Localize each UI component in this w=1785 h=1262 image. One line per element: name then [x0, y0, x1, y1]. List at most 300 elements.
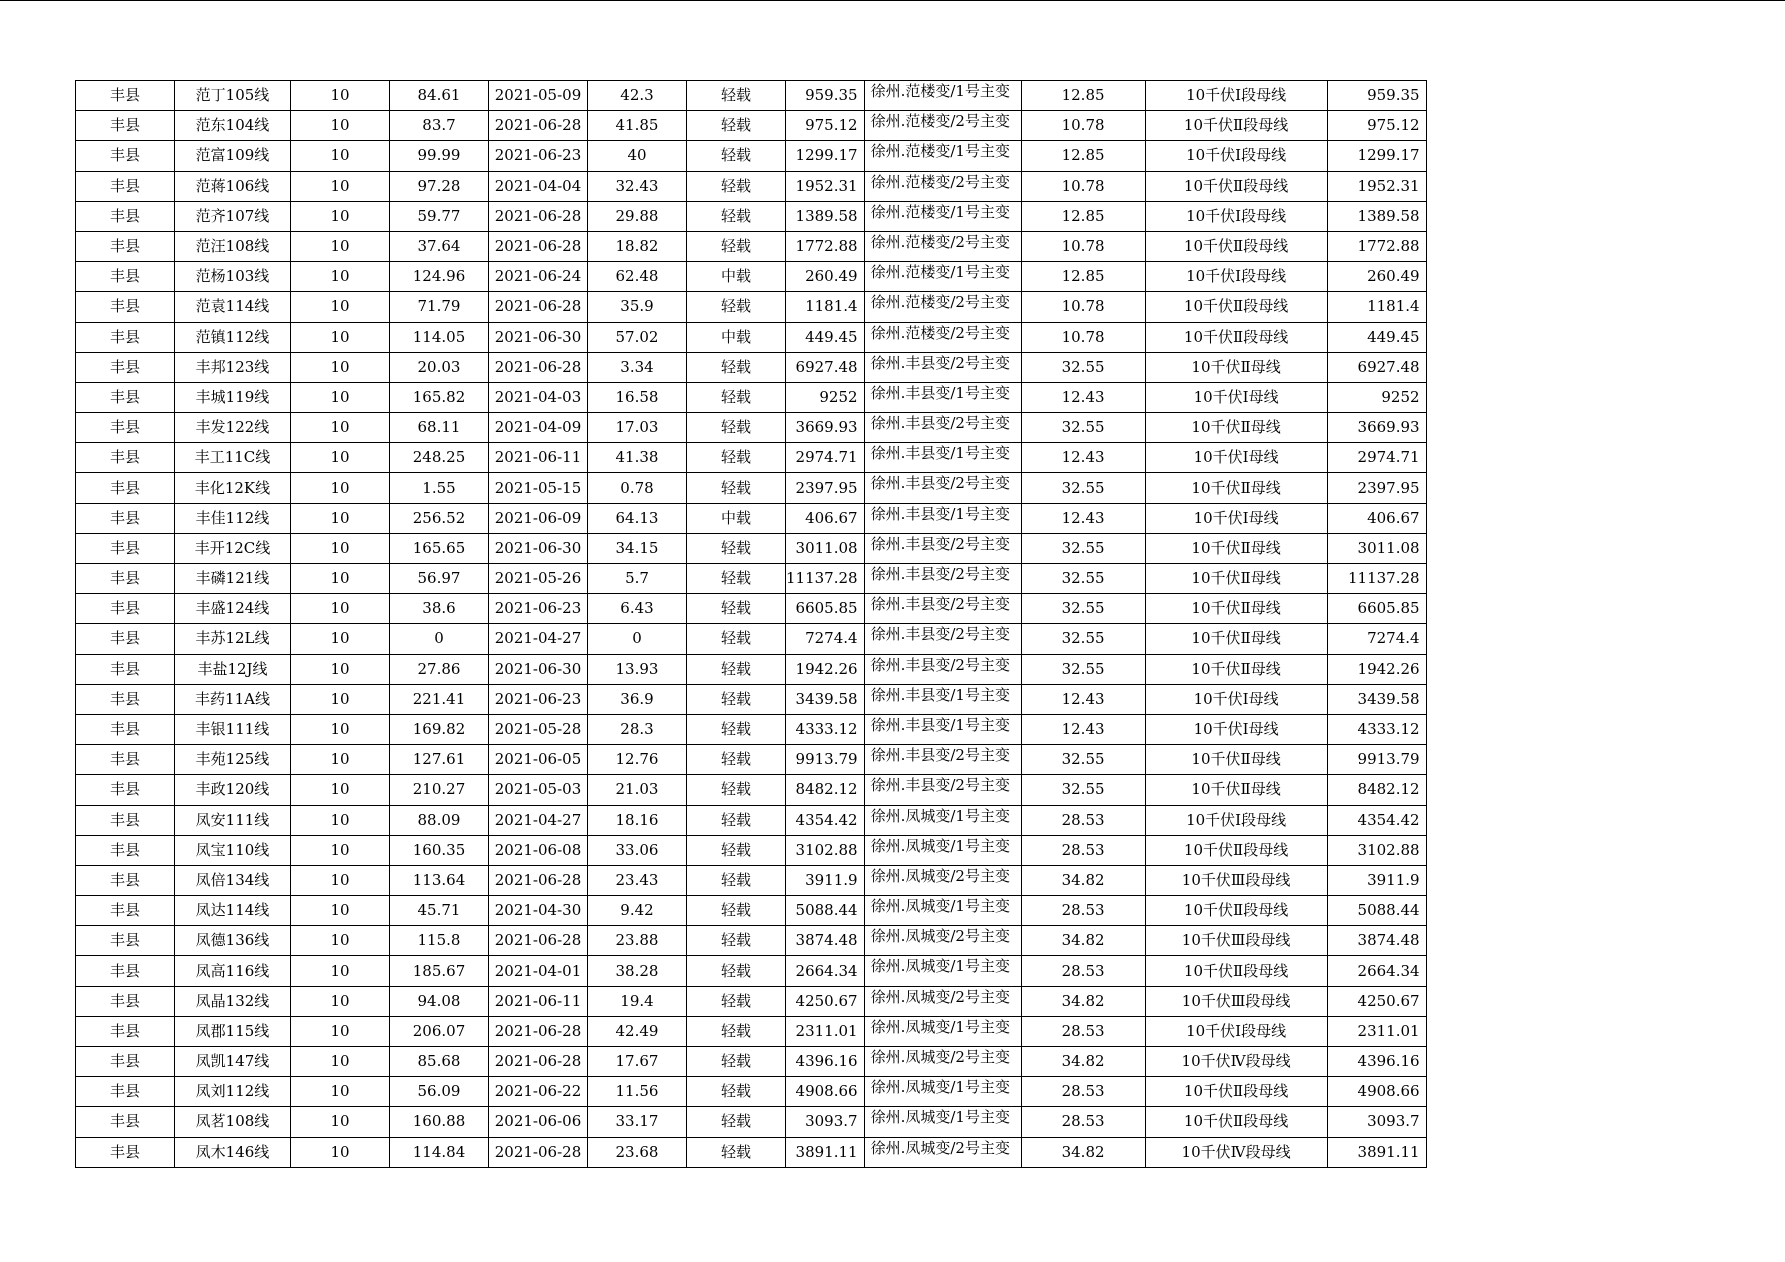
cell-bus: 10千伏Ⅰ母线	[1145, 443, 1327, 473]
cell-transformer-load: 32.55	[1021, 564, 1145, 594]
cell-load-rate: 17.67	[588, 1047, 687, 1077]
cell-county: 丰县	[76, 865, 175, 895]
cell-load-status: 轻载	[687, 111, 786, 141]
cell-load-rate: 13.93	[588, 654, 687, 684]
cell-line-name: 丰盛124线	[175, 594, 291, 624]
table-row	[76, 775, 1427, 805]
cell-transformer-load: 32.55	[1021, 594, 1145, 624]
cell-load-status: 轻载	[687, 714, 786, 744]
cell-load-rate: 9.42	[588, 896, 687, 926]
cell-current: 160.35	[390, 835, 489, 865]
cell-substation-text: 徐州.丰县变/2号主变	[870, 746, 1010, 765]
cell-date: 2021-06-28	[489, 352, 588, 382]
cell-bus: 10千伏Ⅰ母线	[1145, 503, 1327, 533]
cell-date: 2021-06-28	[489, 865, 588, 895]
cell-current: 115.8	[390, 926, 489, 956]
cell-remaining-capacity: 975.12	[1327, 111, 1426, 141]
cell-bus: 10千伏Ⅱ母线	[1145, 654, 1327, 684]
cell-transformer-load: 28.53	[1021, 1077, 1145, 1107]
cell-date: 2021-06-23	[489, 594, 588, 624]
cell-load-status: 轻载	[687, 594, 786, 624]
cell-bus: 10千伏Ⅱ母线	[1145, 624, 1327, 654]
cell-date: 2021-05-03	[489, 775, 588, 805]
cell-substation	[864, 322, 1021, 352]
cell-substation-text: 徐州.凤城变/2号主变	[870, 1138, 1010, 1157]
cell-load-status: 轻载	[687, 564, 786, 594]
table-row	[76, 201, 1427, 231]
cell-substation	[864, 1107, 1021, 1137]
cell-capacity: 2974.71	[786, 443, 865, 473]
cell-substation	[864, 896, 1021, 926]
cell-line-name: 丰开12C线	[175, 533, 291, 563]
cell-remaining-capacity: 3911.9	[1327, 865, 1426, 895]
cell-county: 丰县	[76, 564, 175, 594]
cell-transformer-load: 10.78	[1021, 111, 1145, 141]
cell-load-status: 轻载	[687, 745, 786, 775]
cell-remaining-capacity: 9252	[1327, 382, 1426, 412]
cell-substation	[864, 292, 1021, 322]
cell-voltage: 10	[291, 1137, 390, 1167]
cell-county: 丰县	[76, 171, 175, 201]
cell-substation	[864, 775, 1021, 805]
cell-current: 169.82	[390, 714, 489, 744]
cell-county: 丰县	[76, 322, 175, 352]
cell-load-status: 中载	[687, 322, 786, 352]
cell-voltage: 10	[291, 322, 390, 352]
cell-substation-text: 徐州.凤城变/1号主变	[870, 836, 1010, 855]
table-row	[76, 684, 1427, 714]
cell-county: 丰县	[76, 533, 175, 563]
cell-substation-text: 徐州.丰县变/2号主变	[870, 534, 1010, 553]
cell-current: 256.52	[390, 503, 489, 533]
table-row	[76, 835, 1427, 865]
cell-date: 2021-04-27	[489, 805, 588, 835]
cell-substation	[864, 564, 1021, 594]
cell-remaining-capacity: 3439.58	[1327, 684, 1426, 714]
cell-substation	[864, 201, 1021, 231]
cell-substation	[864, 81, 1021, 111]
cell-date: 2021-06-06	[489, 1107, 588, 1137]
cell-current: 94.08	[390, 986, 489, 1016]
cell-load-rate: 42.3	[588, 81, 687, 111]
cell-substation	[864, 413, 1021, 443]
cell-substation	[864, 111, 1021, 141]
cell-capacity: 3669.93	[786, 413, 865, 443]
cell-date: 2021-06-24	[489, 262, 588, 292]
cell-remaining-capacity: 4250.67	[1327, 986, 1426, 1016]
cell-load-status: 轻载	[687, 624, 786, 654]
cell-line-name: 凤安111线	[175, 805, 291, 835]
cell-current: 45.71	[390, 896, 489, 926]
cell-date: 2021-06-28	[489, 111, 588, 141]
cell-substation-text: 徐州.范楼变/2号主变	[870, 323, 1010, 342]
cell-load-status: 轻载	[687, 1107, 786, 1137]
cell-voltage: 10	[291, 745, 390, 775]
cell-date: 2021-06-11	[489, 443, 588, 473]
cell-line-name: 凤宝110线	[175, 835, 291, 865]
cell-capacity: 2397.95	[786, 473, 865, 503]
cell-county: 丰县	[76, 81, 175, 111]
cell-line-name: 丰苑125线	[175, 745, 291, 775]
cell-transformer-load: 32.55	[1021, 654, 1145, 684]
cell-current: 85.68	[390, 1047, 489, 1077]
cell-load-status: 轻载	[687, 684, 786, 714]
cell-voltage: 10	[291, 443, 390, 473]
cell-transformer-load: 12.85	[1021, 141, 1145, 171]
table-row	[76, 533, 1427, 563]
cell-remaining-capacity: 11137.28	[1327, 564, 1426, 594]
cell-bus: 10千伏Ⅱ段母线	[1145, 292, 1327, 322]
cell-remaining-capacity: 959.35	[1327, 81, 1426, 111]
cell-load-rate: 11.56	[588, 1077, 687, 1107]
cell-substation	[864, 141, 1021, 171]
cell-transformer-load: 32.55	[1021, 473, 1145, 503]
cell-capacity: 11137.28	[786, 564, 865, 594]
cell-substation	[864, 805, 1021, 835]
cell-county: 丰县	[76, 111, 175, 141]
cell-remaining-capacity: 2664.34	[1327, 956, 1426, 986]
cell-load-rate: 16.58	[588, 382, 687, 412]
cell-line-name: 凤倍134线	[175, 865, 291, 895]
cell-current: 160.88	[390, 1107, 489, 1137]
cell-substation	[864, 684, 1021, 714]
cell-county: 丰县	[76, 201, 175, 231]
cell-county: 丰县	[76, 805, 175, 835]
table-row	[76, 352, 1427, 382]
table-row	[76, 1137, 1427, 1167]
cell-county: 丰县	[76, 684, 175, 714]
table-row	[76, 81, 1427, 111]
cell-substation	[864, 533, 1021, 563]
cell-capacity: 6605.85	[786, 594, 865, 624]
cell-voltage: 10	[291, 564, 390, 594]
cell-date: 2021-04-03	[489, 382, 588, 412]
table-row	[76, 956, 1427, 986]
cell-substation-text: 徐州.范楼变/1号主变	[870, 82, 1010, 100]
cell-substation-text: 徐州.丰县变/2号主变	[870, 353, 1010, 372]
cell-substation-text: 徐州.凤城变/1号主变	[870, 1078, 1010, 1097]
table-row	[76, 141, 1427, 171]
cell-load-status: 轻载	[687, 1077, 786, 1107]
cell-capacity: 8482.12	[786, 775, 865, 805]
cell-county: 丰县	[76, 775, 175, 805]
cell-line-name: 范富109线	[175, 141, 291, 171]
cell-current: 114.84	[390, 1137, 489, 1167]
cell-line-name: 丰化12K线	[175, 473, 291, 503]
cell-substation-text: 徐州.丰县变/1号主变	[870, 444, 1010, 463]
cell-date: 2021-06-30	[489, 654, 588, 684]
cell-county: 丰县	[76, 926, 175, 956]
cell-voltage: 10	[291, 865, 390, 895]
cell-load-status: 轻载	[687, 171, 786, 201]
cell-transformer-load: 10.78	[1021, 322, 1145, 352]
cell-load-rate: 23.88	[588, 926, 687, 956]
cell-voltage: 10	[291, 986, 390, 1016]
cell-transformer-load: 32.55	[1021, 413, 1145, 443]
cell-voltage: 10	[291, 684, 390, 714]
cell-bus: 10千伏Ⅱ母线	[1145, 473, 1327, 503]
cell-capacity: 4354.42	[786, 805, 865, 835]
cell-load-status: 轻载	[687, 956, 786, 986]
cell-remaining-capacity: 1952.31	[1327, 171, 1426, 201]
cell-line-name: 范齐107线	[175, 201, 291, 231]
cell-date: 2021-06-28	[489, 1047, 588, 1077]
cell-transformer-load: 34.82	[1021, 865, 1145, 895]
cell-bus: 10千伏Ⅱ母线	[1145, 564, 1327, 594]
cell-transformer-load: 34.82	[1021, 1137, 1145, 1167]
cell-date: 2021-06-11	[489, 986, 588, 1016]
cell-capacity: 9913.79	[786, 745, 865, 775]
cell-capacity: 1299.17	[786, 141, 865, 171]
cell-capacity: 4396.16	[786, 1047, 865, 1077]
cell-capacity: 7274.4	[786, 624, 865, 654]
cell-county: 丰县	[76, 594, 175, 624]
cell-line-name: 丰银111线	[175, 714, 291, 744]
cell-capacity: 1181.4	[786, 292, 865, 322]
cell-capacity: 3439.58	[786, 684, 865, 714]
cell-bus: 10千伏Ⅱ母线	[1145, 352, 1327, 382]
cell-load-rate: 34.15	[588, 533, 687, 563]
cell-remaining-capacity: 406.67	[1327, 503, 1426, 533]
cell-capacity: 1389.58	[786, 201, 865, 231]
cell-county: 丰县	[76, 1107, 175, 1137]
cell-substation-text: 徐州.范楼变/2号主变	[870, 232, 1010, 251]
table-row	[76, 594, 1427, 624]
cell-current: 59.77	[390, 201, 489, 231]
cell-county: 丰县	[76, 835, 175, 865]
cell-bus: 10千伏Ⅰ母线	[1145, 684, 1327, 714]
cell-line-name: 丰发122线	[175, 413, 291, 443]
cell-remaining-capacity: 1772.88	[1327, 231, 1426, 261]
cell-load-rate: 40	[588, 141, 687, 171]
cell-bus: 10千伏Ⅱ段母线	[1145, 1107, 1327, 1137]
cell-load-rate: 18.82	[588, 231, 687, 261]
cell-bus: 10千伏Ⅱ母线	[1145, 533, 1327, 563]
cell-load-status: 轻载	[687, 835, 786, 865]
cell-bus: 10千伏Ⅰ母线	[1145, 382, 1327, 412]
cell-date: 2021-04-27	[489, 624, 588, 654]
cell-county: 丰县	[76, 141, 175, 171]
cell-current: 38.6	[390, 594, 489, 624]
cell-transformer-load: 12.85	[1021, 201, 1145, 231]
cell-substation	[864, 654, 1021, 684]
cell-transformer-load: 32.55	[1021, 352, 1145, 382]
cell-capacity: 1942.26	[786, 654, 865, 684]
cell-load-status: 轻载	[687, 201, 786, 231]
cell-capacity: 3102.88	[786, 835, 865, 865]
cell-line-name: 凤郡115线	[175, 1016, 291, 1046]
cell-current: 206.07	[390, 1016, 489, 1046]
cell-substation-text: 徐州.范楼变/2号主变	[870, 172, 1010, 191]
cell-load-rate: 35.9	[588, 292, 687, 322]
cell-load-rate: 38.28	[588, 956, 687, 986]
cell-substation-text: 徐州.凤城变/1号主变	[870, 1108, 1010, 1127]
cell-load-status: 轻载	[687, 443, 786, 473]
cell-transformer-load: 32.55	[1021, 533, 1145, 563]
cell-substation	[864, 503, 1021, 533]
cell-transformer-load: 12.43	[1021, 503, 1145, 533]
cell-substation	[864, 171, 1021, 201]
cell-substation	[864, 1137, 1021, 1167]
cell-substation-text: 徐州.凤城变/1号主变	[870, 957, 1010, 976]
cell-voltage: 10	[291, 413, 390, 443]
cell-load-rate: 23.68	[588, 1137, 687, 1167]
cell-substation-text: 徐州.范楼变/1号主变	[870, 142, 1010, 161]
cell-substation-text: 徐州.范楼变/2号主变	[870, 293, 1010, 312]
cell-line-name: 丰佳112线	[175, 503, 291, 533]
page-top-rule	[0, 0, 1785, 1]
cell-substation-text: 徐州.丰县变/2号主变	[870, 776, 1010, 795]
cell-date: 2021-06-28	[489, 231, 588, 261]
cell-current: 165.82	[390, 382, 489, 412]
cell-substation-text: 徐州.丰县变/2号主变	[870, 474, 1010, 493]
cell-transformer-load: 32.55	[1021, 775, 1145, 805]
cell-line-name: 凤德136线	[175, 926, 291, 956]
cell-substation-text: 徐州.丰县变/2号主变	[870, 595, 1010, 614]
cell-current: 56.97	[390, 564, 489, 594]
cell-remaining-capacity: 1181.4	[1327, 292, 1426, 322]
cell-remaining-capacity: 2397.95	[1327, 473, 1426, 503]
cell-county: 丰县	[76, 714, 175, 744]
cell-substation-text: 徐州.凤城变/1号主变	[870, 897, 1010, 916]
cell-substation	[864, 1016, 1021, 1046]
cell-current: 97.28	[390, 171, 489, 201]
table-row	[76, 322, 1427, 352]
cell-voltage: 10	[291, 473, 390, 503]
cell-remaining-capacity: 8482.12	[1327, 775, 1426, 805]
cell-capacity: 449.45	[786, 322, 865, 352]
cell-remaining-capacity: 6605.85	[1327, 594, 1426, 624]
cell-voltage: 10	[291, 292, 390, 322]
cell-load-rate: 23.43	[588, 865, 687, 895]
cell-load-rate: 12.76	[588, 745, 687, 775]
cell-county: 丰县	[76, 654, 175, 684]
cell-load-rate: 41.85	[588, 111, 687, 141]
table-row	[76, 624, 1427, 654]
table-row	[76, 745, 1427, 775]
cell-load-rate: 6.43	[588, 594, 687, 624]
cell-substation-text: 徐州.范楼变/1号主变	[870, 263, 1010, 282]
cell-transformer-load: 32.55	[1021, 745, 1145, 775]
cell-county: 丰县	[76, 413, 175, 443]
cell-load-rate: 29.88	[588, 201, 687, 231]
cell-remaining-capacity: 3093.7	[1327, 1107, 1426, 1137]
cell-transformer-load: 28.53	[1021, 896, 1145, 926]
table-row	[76, 654, 1427, 684]
cell-bus: 10千伏Ⅱ段母线	[1145, 1077, 1327, 1107]
cell-remaining-capacity: 3011.08	[1327, 533, 1426, 563]
cell-line-name: 范杨103线	[175, 262, 291, 292]
cell-substation-text: 徐州.丰县变/2号主变	[870, 565, 1010, 583]
cell-current: 84.61	[390, 81, 489, 111]
cell-line-name: 凤刘112线	[175, 1077, 291, 1107]
cell-line-name: 丰邦123线	[175, 352, 291, 382]
cell-capacity: 406.67	[786, 503, 865, 533]
cell-load-rate: 62.48	[588, 262, 687, 292]
cell-voltage: 10	[291, 1077, 390, 1107]
cell-capacity: 3093.7	[786, 1107, 865, 1137]
cell-load-status: 轻载	[687, 775, 786, 805]
table-row	[76, 382, 1427, 412]
cell-county: 丰县	[76, 382, 175, 412]
cell-capacity: 959.35	[786, 81, 865, 111]
cell-load-rate: 32.43	[588, 171, 687, 201]
cell-remaining-capacity: 2974.71	[1327, 443, 1426, 473]
table-row	[76, 986, 1427, 1016]
table-row	[76, 231, 1427, 261]
cell-voltage: 10	[291, 231, 390, 261]
cell-date: 2021-04-04	[489, 171, 588, 201]
cell-line-name: 丰药11A线	[175, 684, 291, 714]
cell-current: 113.64	[390, 865, 489, 895]
cell-transformer-load: 28.53	[1021, 805, 1145, 835]
cell-voltage: 10	[291, 382, 390, 412]
cell-date: 2021-06-28	[489, 926, 588, 956]
cell-remaining-capacity: 1942.26	[1327, 654, 1426, 684]
cell-load-status: 轻载	[687, 926, 786, 956]
cell-capacity: 4333.12	[786, 714, 865, 744]
cell-load-rate: 28.3	[588, 714, 687, 744]
cell-capacity: 2664.34	[786, 956, 865, 986]
cell-bus: 10千伏Ⅱ段母线	[1145, 231, 1327, 261]
cell-capacity: 2311.01	[786, 1016, 865, 1046]
cell-load-rate: 41.38	[588, 443, 687, 473]
cell-bus: 10千伏Ⅰ段母线	[1145, 805, 1327, 835]
cell-line-name: 丰盐12J线	[175, 654, 291, 684]
cell-voltage: 10	[291, 594, 390, 624]
cell-current: 1.55	[390, 473, 489, 503]
cell-bus: 10千伏Ⅲ段母线	[1145, 926, 1327, 956]
cell-bus: 10千伏Ⅱ母线	[1145, 413, 1327, 443]
cell-county: 丰县	[76, 443, 175, 473]
cell-load-status: 轻载	[687, 1047, 786, 1077]
cell-transformer-load: 10.78	[1021, 292, 1145, 322]
cell-voltage: 10	[291, 775, 390, 805]
cell-load-status: 中载	[687, 503, 786, 533]
cell-voltage: 10	[291, 171, 390, 201]
cell-capacity: 4250.67	[786, 986, 865, 1016]
cell-transformer-load: 32.55	[1021, 624, 1145, 654]
cell-date: 2021-06-30	[489, 322, 588, 352]
cell-bus: 10千伏Ⅱ母线	[1145, 745, 1327, 775]
cell-load-status: 中载	[687, 262, 786, 292]
cell-capacity: 3011.08	[786, 533, 865, 563]
cell-transformer-load: 12.85	[1021, 262, 1145, 292]
cell-bus: 10千伏Ⅱ母线	[1145, 594, 1327, 624]
cell-county: 丰县	[76, 1077, 175, 1107]
cell-current: 71.79	[390, 292, 489, 322]
cell-substation-text: 徐州.凤城变/1号主变	[870, 1017, 1010, 1036]
cell-date: 2021-06-05	[489, 745, 588, 775]
cell-transformer-load: 34.82	[1021, 926, 1145, 956]
cell-remaining-capacity: 4333.12	[1327, 714, 1426, 744]
cell-voltage: 10	[291, 1107, 390, 1137]
table-row	[76, 171, 1427, 201]
cell-remaining-capacity: 449.45	[1327, 322, 1426, 352]
cell-substation	[864, 382, 1021, 412]
cell-voltage: 10	[291, 624, 390, 654]
cell-bus: 10千伏Ⅱ段母线	[1145, 896, 1327, 926]
cell-substation	[864, 745, 1021, 775]
cell-load-status: 轻载	[687, 654, 786, 684]
cell-bus: 10千伏Ⅳ段母线	[1145, 1047, 1327, 1077]
cell-transformer-load: 28.53	[1021, 956, 1145, 986]
cell-date: 2021-04-09	[489, 413, 588, 443]
cell-county: 丰县	[76, 956, 175, 986]
cell-voltage: 10	[291, 503, 390, 533]
cell-substation-text: 徐州.凤城变/2号主变	[870, 927, 1010, 946]
cell-current: 83.7	[390, 111, 489, 141]
